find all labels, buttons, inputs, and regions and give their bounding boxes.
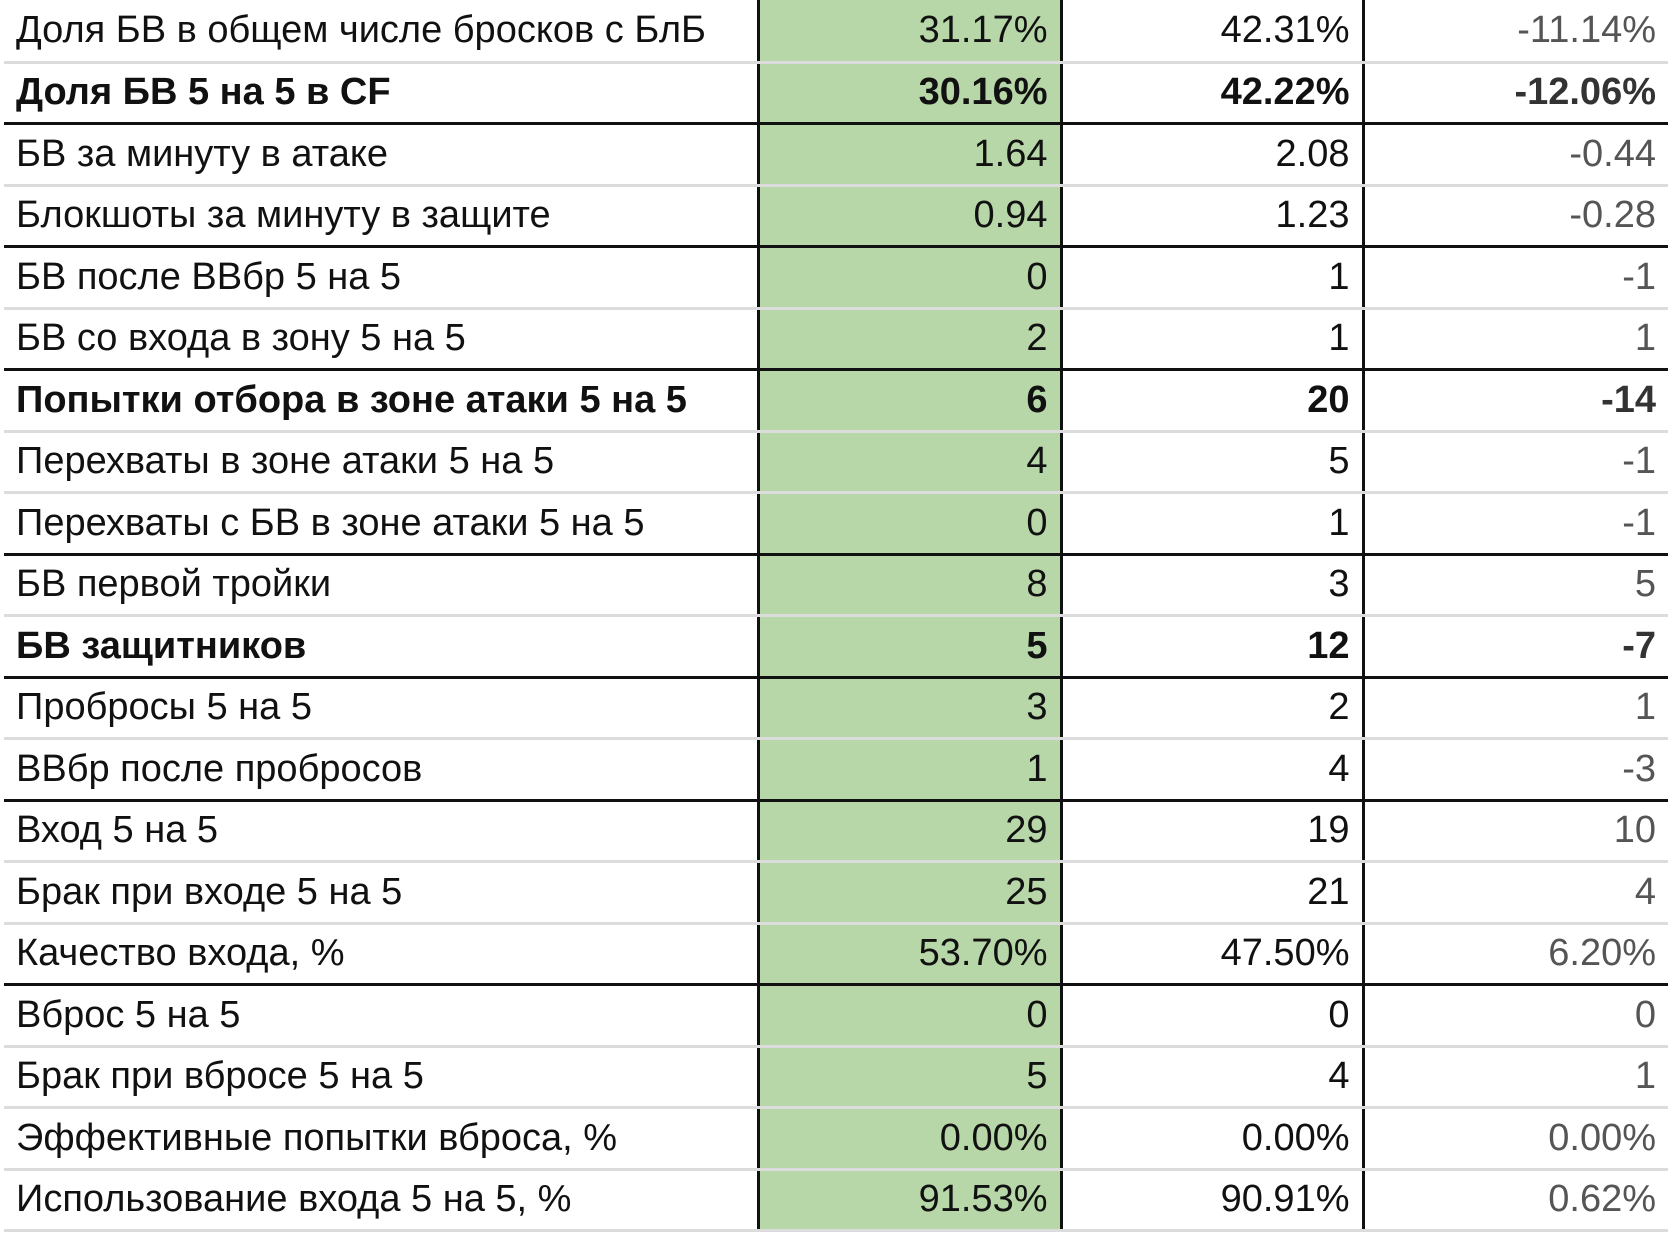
value-cell-highlighted[interactable]: 25 — [758, 862, 1061, 924]
table-row[interactable] — [4, 370, 1668, 432]
difference-cell[interactable]: 6.20% — [1363, 923, 1668, 985]
table-row[interactable] — [4, 247, 1668, 309]
value-cell-comparison[interactable]: 1 — [1061, 308, 1363, 370]
difference-cell[interactable]: -0.44 — [1363, 124, 1668, 186]
difference-cell[interactable]: -0.28 — [1363, 185, 1668, 247]
difference-cell[interactable]: 0.62% — [1363, 1169, 1668, 1231]
table-row[interactable] — [4, 677, 1668, 739]
table-row[interactable] — [4, 616, 1668, 678]
row-label-cell[interactable]: Доля БВ в общем числе бросков с БлБ — [4, 0, 758, 62]
table-row[interactable] — [4, 308, 1668, 370]
row-label-cell[interactable]: БВ защитников — [4, 616, 758, 678]
value-cell-highlighted[interactable]: 0.94 — [758, 185, 1061, 247]
value-cell-highlighted[interactable]: 4 — [758, 431, 1061, 493]
value-cell-highlighted[interactable]: 30.16% — [758, 62, 1061, 124]
difference-cell[interactable]: 1 — [1363, 308, 1668, 370]
value-cell-highlighted[interactable]: 0.00% — [758, 1108, 1061, 1170]
table-row[interactable] — [4, 739, 1668, 801]
difference-cell[interactable]: -1 — [1363, 431, 1668, 493]
table-row[interactable] — [4, 862, 1668, 924]
table-row[interactable] — [4, 1169, 1668, 1231]
row-label-cell[interactable]: Пробросы 5 на 5 — [4, 677, 758, 739]
value-cell-comparison[interactable]: 90.91% — [1061, 1169, 1363, 1231]
difference-cell[interactable]: -11.14% — [1363, 0, 1668, 62]
row-label-cell[interactable]: Использование входа 5 на 5, % — [4, 1169, 758, 1231]
value-cell-comparison[interactable]: 42.22% — [1061, 62, 1363, 124]
stats-table-body — [4, 0, 1668, 1231]
value-cell-comparison[interactable]: 21 — [1061, 862, 1363, 924]
value-cell-highlighted[interactable]: 8 — [758, 554, 1061, 616]
difference-cell[interactable]: 10 — [1363, 800, 1668, 862]
row-label-cell[interactable]: БВ после ВВбр 5 на 5 — [4, 247, 758, 309]
difference-cell[interactable]: 5 — [1363, 554, 1668, 616]
stats-table — [4, 0, 1668, 1232]
row-label-cell[interactable]: Брак при входе 5 на 5 — [4, 862, 758, 924]
difference-cell[interactable]: 1 — [1363, 1046, 1668, 1108]
row-label-cell[interactable]: ВВбр после пробросов — [4, 739, 758, 801]
table-row[interactable] — [4, 923, 1668, 985]
value-cell-comparison[interactable]: 20 — [1061, 370, 1363, 432]
difference-cell[interactable]: 0 — [1363, 985, 1668, 1047]
table-row[interactable] — [4, 554, 1668, 616]
value-cell-comparison[interactable]: 1.23 — [1061, 185, 1363, 247]
value-cell-comparison[interactable]: 12 — [1061, 616, 1363, 678]
difference-cell[interactable]: 0.00% — [1363, 1108, 1668, 1170]
value-cell-highlighted[interactable]: 0 — [758, 247, 1061, 309]
value-cell-highlighted[interactable]: 1.64 — [758, 124, 1061, 186]
difference-cell[interactable]: -7 — [1363, 616, 1668, 678]
value-cell-comparison[interactable]: 42.31% — [1061, 0, 1363, 62]
value-cell-comparison[interactable]: 4 — [1061, 1046, 1363, 1108]
value-cell-comparison[interactable]: 3 — [1061, 554, 1363, 616]
row-label-cell[interactable]: БВ со входа в зону 5 на 5 — [4, 308, 758, 370]
table-row[interactable] — [4, 431, 1668, 493]
value-cell-comparison[interactable]: 0.00% — [1061, 1108, 1363, 1170]
value-cell-comparison[interactable]: 0 — [1061, 985, 1363, 1047]
row-label-cell[interactable]: Попытки отбора в зоне атаки 5 на 5 — [4, 370, 758, 432]
value-cell-highlighted[interactable]: 0 — [758, 493, 1061, 555]
row-label-cell[interactable]: Эффективные попытки вброса, % — [4, 1108, 758, 1170]
row-label-cell[interactable]: Вход 5 на 5 — [4, 800, 758, 862]
row-label-cell[interactable]: Доля БВ 5 на 5 в CF — [4, 62, 758, 124]
row-label-cell[interactable]: Вброс 5 на 5 — [4, 985, 758, 1047]
table-row[interactable] — [4, 124, 1668, 186]
value-cell-highlighted[interactable]: 6 — [758, 370, 1061, 432]
value-cell-comparison[interactable]: 2 — [1061, 677, 1363, 739]
value-cell-comparison[interactable]: 1 — [1061, 493, 1363, 555]
table-row[interactable] — [4, 493, 1668, 555]
difference-cell[interactable]: -14 — [1363, 370, 1668, 432]
table-row[interactable] — [4, 62, 1668, 124]
row-label-cell[interactable]: БВ первой тройки — [4, 554, 758, 616]
table-row[interactable] — [4, 185, 1668, 247]
value-cell-highlighted[interactable]: 31.17% — [758, 0, 1061, 62]
value-cell-comparison[interactable]: 4 — [1061, 739, 1363, 801]
value-cell-highlighted[interactable]: 91.53% — [758, 1169, 1061, 1231]
row-label-cell[interactable]: БВ за минуту в атаке — [4, 124, 758, 186]
difference-cell[interactable]: -12.06% — [1363, 62, 1668, 124]
value-cell-highlighted[interactable]: 0 — [758, 985, 1061, 1047]
table-row[interactable] — [4, 0, 1668, 62]
value-cell-highlighted[interactable]: 1 — [758, 739, 1061, 801]
value-cell-comparison[interactable]: 1 — [1061, 247, 1363, 309]
row-label-cell[interactable]: Перехваты с БВ в зоне атаки 5 на 5 — [4, 493, 758, 555]
table-row[interactable] — [4, 985, 1668, 1047]
difference-cell[interactable]: 4 — [1363, 862, 1668, 924]
value-cell-comparison[interactable]: 19 — [1061, 800, 1363, 862]
value-cell-highlighted[interactable]: 29 — [758, 800, 1061, 862]
value-cell-highlighted[interactable]: 3 — [758, 677, 1061, 739]
value-cell-highlighted[interactable]: 2 — [758, 308, 1061, 370]
difference-cell[interactable]: -3 — [1363, 739, 1668, 801]
table-row[interactable] — [4, 1046, 1668, 1108]
value-cell-comparison[interactable]: 5 — [1061, 431, 1363, 493]
value-cell-highlighted[interactable]: 5 — [758, 616, 1061, 678]
row-label-cell[interactable]: Перехваты в зоне атаки 5 на 5 — [4, 431, 758, 493]
difference-cell[interactable]: -1 — [1363, 493, 1668, 555]
row-label-cell[interactable]: Блокшоты за минуту в защите — [4, 185, 758, 247]
difference-cell[interactable]: -1 — [1363, 247, 1668, 309]
row-label-cell[interactable]: Качество входа, % — [4, 923, 758, 985]
value-cell-highlighted[interactable]: 5 — [758, 1046, 1061, 1108]
value-cell-highlighted[interactable]: 53.70% — [758, 923, 1061, 985]
value-cell-comparison[interactable]: 47.50% — [1061, 923, 1363, 985]
row-label-cell[interactable]: Брак при вбросе 5 на 5 — [4, 1046, 758, 1108]
value-cell-comparison[interactable]: 2.08 — [1061, 124, 1363, 186]
table-row[interactable] — [4, 800, 1668, 862]
difference-cell[interactable]: 1 — [1363, 677, 1668, 739]
table-row[interactable] — [4, 1108, 1668, 1170]
